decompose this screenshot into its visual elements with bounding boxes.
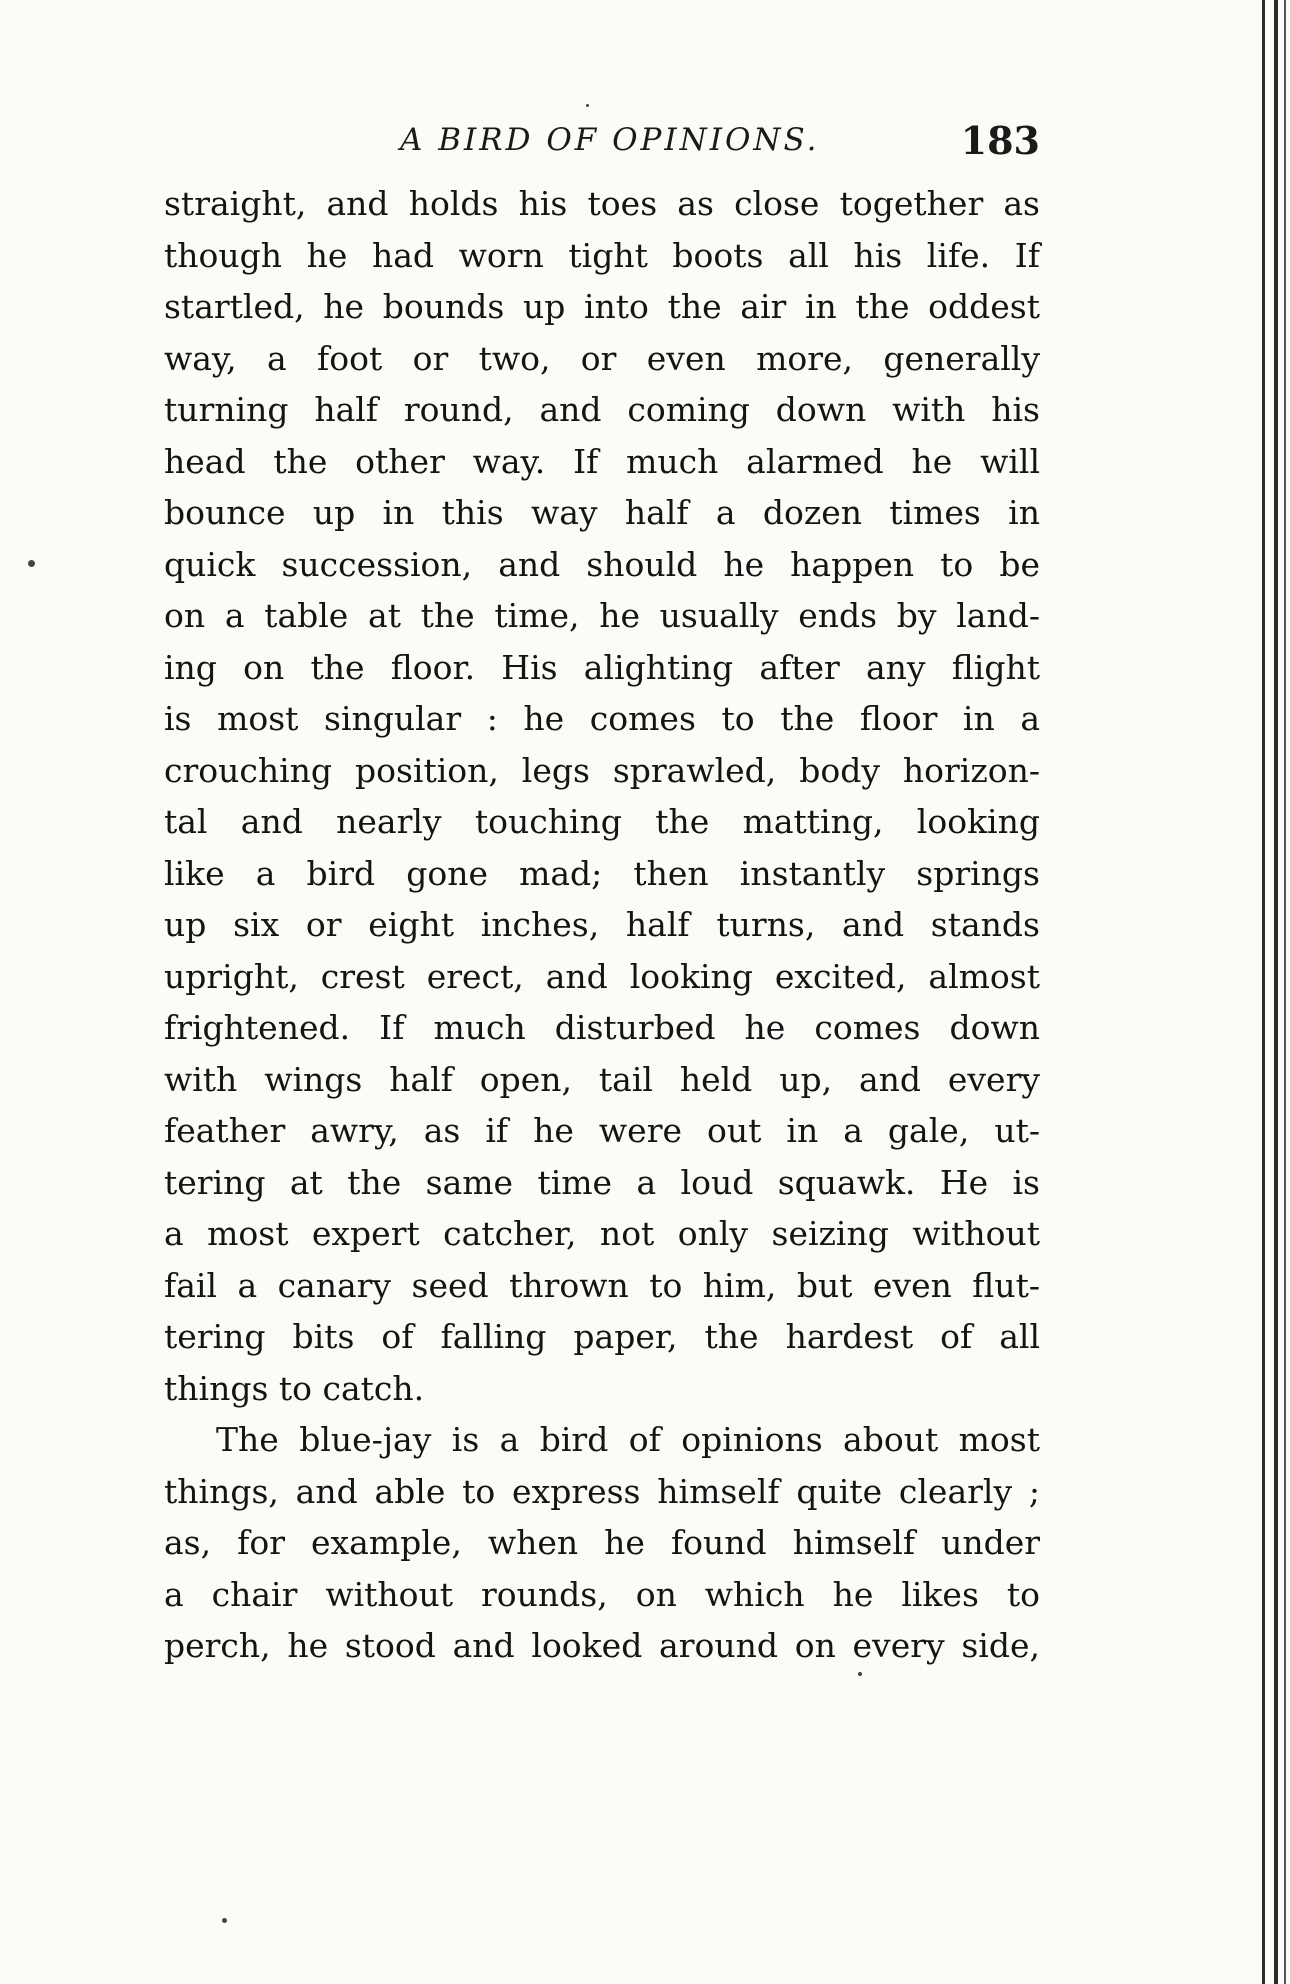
text-line: though he had worn tight boots all his life. If [164, 235, 1040, 275]
page-edge-line [1274, 0, 1278, 1984]
page-edge-line [1284, 0, 1286, 1984]
ink-speck [586, 104, 589, 107]
text-line: frightened. If much disturbed he comes down [164, 1008, 1040, 1047]
text-line: like a bird gone mad; then instantly springs [164, 853, 1040, 893]
text-line: fail a canary seed thrown to him, but even flut- [164, 1265, 1040, 1305]
paragraph-end-line: things to catch. [164, 1368, 425, 1408]
text-line: feather awry, as if he were out in a gale, ut- [164, 1111, 1040, 1150]
text-line: as, for example, when he found himself under [164, 1523, 1040, 1562]
text-line: upright, crest erect, and looking excited, almost [164, 956, 1040, 996]
text-line: a most expert catcher, not only seizing without [164, 1214, 1040, 1253]
text-line: startled, he bounds up into the air in the oddest [164, 287, 1040, 326]
page-header [160, 118, 1040, 168]
text-line: is most singular : he comes to the floor in a [164, 699, 1040, 738]
text-line: straight, and holds his toes as close together as [164, 184, 1040, 223]
text-line: up six or eight inches, half turns, and stands [164, 905, 1040, 944]
text-line: quick succession, and should he happen to be [164, 544, 1040, 584]
text-line: with wings half open, tail held up, and every [164, 1059, 1040, 1099]
text-line: on a table at the time, he usually ends by land- [164, 596, 1040, 635]
page-edge-line [1262, 0, 1265, 1984]
text-line: bounce up in this way half a dozen times in [164, 493, 1040, 532]
text-line: perch, he stood and looked around on every side, [164, 1626, 1040, 1665]
text-line: ing on the floor. His alighting after any flight [164, 647, 1040, 687]
text-line: way, a foot or two, or even more, generally [164, 338, 1040, 378]
paragraph-start-line: The blue-jay is a bird of opinions about most [216, 1420, 1040, 1459]
text-line: tal and nearly touching the matting, looking [164, 802, 1040, 841]
text-line: crouching position, legs sprawled, body horizon- [164, 750, 1040, 790]
text-line: things, and able to express himself quite clearly ; [164, 1471, 1040, 1511]
text-line: tering bits of falling paper, the hardest of all [164, 1317, 1040, 1356]
ink-speck [858, 1672, 862, 1676]
text-line: a chair without rounds, on which he likes to [164, 1574, 1040, 1614]
ink-speck [28, 560, 35, 567]
text-line: head the other way. If much alarmed he will [164, 441, 1040, 481]
text-line: tering at the same time a loud squawk. He is [164, 1162, 1040, 1202]
page-number: 183 [960, 118, 1040, 163]
body-text [164, 178, 1040, 1672]
running-title: A BIRD OF OPINIONS. [400, 122, 820, 158]
text-line: turning half round, and coming down with his [164, 390, 1040, 429]
ink-speck [222, 1918, 227, 1923]
